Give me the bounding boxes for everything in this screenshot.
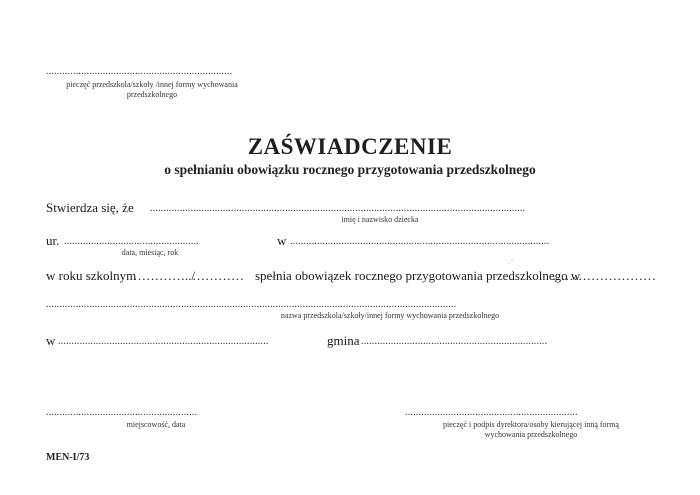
- director-signature-caption: [405, 420, 657, 440]
- faint-mark: ⸱ˇ: [508, 258, 514, 268]
- director-caption-line2: wychowania przedszkolnego: [484, 430, 578, 439]
- document-subtitle: o spełnianiu obowiązku rocznego przygotowania przedszkolnego: [164, 162, 536, 177]
- location-field: ..............................................................................: [58, 336, 269, 347]
- institution-short-field: ……………………: [552, 268, 656, 283]
- gmina-field: .....................................................................: [361, 336, 548, 347]
- stamp-caption: [46, 80, 258, 100]
- document-title: ZAŚWIADCZENIE: [247, 134, 453, 159]
- birth-date-field: ..................................................: [64, 236, 199, 247]
- birth-date-caption: data, miesiąc, rok: [121, 248, 179, 257]
- place-date-caption: miejscowość, data: [126, 420, 186, 429]
- obligation-text: spełnia obowiązek rocznego przygotowania przedszkolnego w: [255, 268, 581, 283]
- birth-place-field: ................................................................................................: [290, 236, 550, 247]
- place-date-dots: ........................................................: [46, 407, 198, 418]
- school-year-label: w roku szkolnym: [46, 268, 137, 283]
- school-year-start-field: …………../: [133, 268, 196, 283]
- location-label: w: [46, 333, 56, 348]
- gmina-label: gmina: [327, 333, 360, 348]
- stamp-caption-line2: przedszkolnego: [126, 90, 178, 99]
- stamp-caption-line1: pieczęć przedszkola/szkoły /innej formy wychowania: [66, 80, 238, 89]
- line1-label: Stwierdza się, że: [46, 200, 134, 215]
- school-year-end-field: …………: [192, 268, 244, 283]
- line2-label: ur.: [46, 233, 60, 248]
- child-name-field: ...........................................................................................................................................: [150, 203, 526, 214]
- director-signature-dots: ................................................................: [405, 407, 578, 418]
- institution-name-caption: nazwa przedszkola/szkoły/innej formy wychowania przedszkolnego: [280, 311, 500, 320]
- child-name-caption: imię i nazwisko dziecka: [341, 215, 419, 224]
- institution-name-field: ........................................................................................................................................................: [46, 299, 457, 310]
- stamp-dots: .....................................................................: [46, 66, 233, 77]
- director-caption-line1: pieczęć i podpis dyrektora/osoby kierującej inną formą: [443, 420, 619, 429]
- birth-place-label: w: [277, 233, 287, 248]
- form-code: MEN-I/73: [46, 452, 90, 463]
